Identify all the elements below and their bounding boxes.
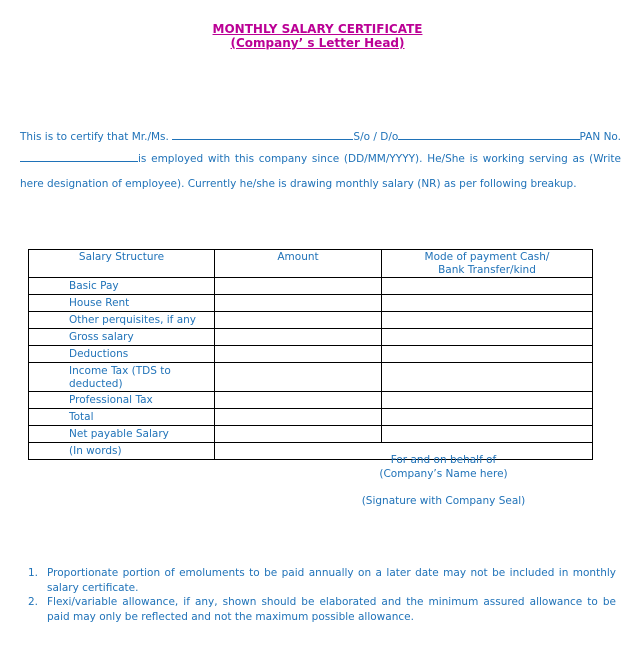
intro-line-1 (20, 131, 621, 153)
footnotes-list (28, 566, 616, 624)
table-row-deductions (29, 346, 593, 363)
amount-cell[interactable] (215, 392, 382, 409)
mode-cell[interactable] (382, 426, 593, 443)
row-label: Other perquisites, if any (29, 312, 215, 329)
row-label: Net payable Salary (29, 426, 215, 443)
amount-cell[interactable] (215, 346, 382, 363)
row-label: Income Tax (TDS to deducted) (29, 363, 215, 392)
intro-paragraph (20, 131, 621, 196)
footnote-2 (28, 595, 616, 624)
table-row-house-rent (29, 295, 593, 312)
mode-cell[interactable] (382, 346, 593, 363)
table-row-basic-pay (29, 278, 593, 295)
col-header-mode-line2: Bank Transfer/kind (438, 264, 536, 276)
col-header-mode-line1: Mode of payment Cash/ (424, 251, 550, 263)
intro-line2-text: is employed with this company since (DD/MM/YYYY). He/She is working serving as (Write (138, 152, 621, 165)
row-label: Deductions (29, 346, 215, 363)
salary-breakup-table (28, 249, 593, 460)
intro-line-2 (20, 153, 621, 175)
footnote-text: Flexi/variable allowance, if any, shown should be elaborated and the minimum assured allowance to be paid may only be reflected and not the maximum possible allowance. (47, 596, 616, 623)
mode-cell[interactable] (382, 329, 593, 346)
mode-cell[interactable] (382, 363, 593, 392)
table-row-gross-salary (29, 329, 593, 346)
amount-cell[interactable] (215, 329, 382, 346)
mode-cell[interactable] (382, 278, 593, 295)
intro-pan-text: PAN No. (579, 131, 621, 143)
row-label: Basic Pay (29, 278, 215, 295)
table-row-net-payable (29, 426, 593, 443)
col-header-amount: Amount (215, 250, 382, 278)
mode-cell[interactable] (382, 392, 593, 409)
row-label: (In words) (29, 443, 215, 460)
col-header-salary-structure: Salary Structure (29, 250, 215, 278)
intro-line-3: here designation of employee). Currently he/she is drawing monthly salary (NR) as per following breakup. (20, 178, 577, 190)
document-title-block (0, 22, 635, 50)
amount-cell[interactable] (215, 426, 382, 443)
document-title: MONTHLY SALARY CERTIFICATE (212, 22, 423, 36)
intro-so-do-text: S/o / D/o (353, 131, 399, 143)
signature-block (295, 453, 592, 508)
mode-cell[interactable] (382, 409, 593, 426)
amount-cell[interactable] (215, 312, 382, 329)
pan-blank-field[interactable] (20, 161, 138, 162)
col-header-mode-of-payment (382, 250, 593, 278)
footnote-number: 1. (28, 567, 39, 579)
table-header-row (29, 250, 593, 278)
mode-cell[interactable] (382, 295, 593, 312)
footnote-text: Proportionate portion of emoluments to be paid annually on a later date may not be included in monthly salary certificate. (47, 567, 616, 594)
amount-cell[interactable] (215, 363, 382, 392)
on-behalf-text: For and on behalf of (390, 454, 497, 466)
company-name-placeholder: (Company’s Name here) (379, 468, 508, 480)
row-label: Professional Tax (29, 392, 215, 409)
document-subtitle: (Company’ s Letter Head) (230, 36, 405, 50)
row-label: Total (29, 409, 215, 426)
footnote-1 (28, 566, 616, 595)
table-row-total (29, 409, 593, 426)
amount-cell[interactable] (215, 278, 382, 295)
signature-seal-placeholder: (Signature with Company Seal) (361, 495, 526, 507)
footnote-number: 2. (28, 596, 39, 608)
intro-line1-text: This is to certify that Mr./Ms. (20, 131, 173, 143)
table-row-other-perquisites (29, 312, 593, 329)
table-row-income-tax (29, 363, 593, 392)
table-row-professional-tax (29, 392, 593, 409)
row-label: Gross salary (29, 329, 215, 346)
mode-cell[interactable] (382, 312, 593, 329)
name-blank-field[interactable] (172, 139, 353, 140)
father-name-blank-field[interactable] (398, 139, 579, 140)
row-label: House Rent (29, 295, 215, 312)
amount-cell[interactable] (215, 409, 382, 426)
amount-cell[interactable] (215, 295, 382, 312)
